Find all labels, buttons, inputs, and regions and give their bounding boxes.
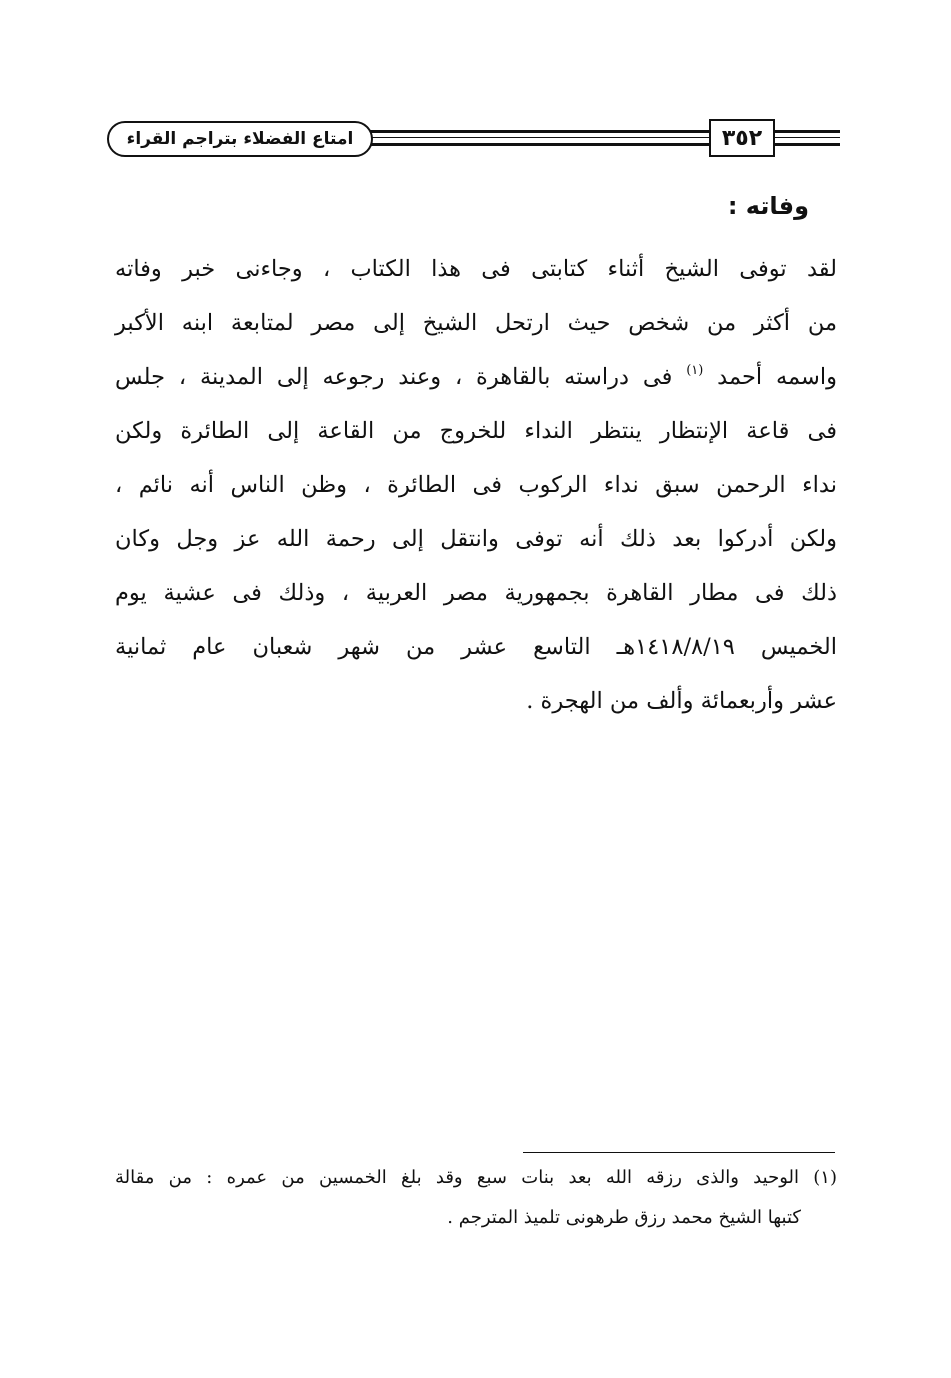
body-paragraph [115, 242, 837, 728]
text-line: لقد توفى الشيخ أثناء كتابتى فى هذا الكتاب ، وجاءنى خبر وفاته [115, 256, 837, 282]
text-line: فى قاعة الإنتظار ينتظر النداء للخروج من القاعة إلى الطائرة ولكن [115, 418, 837, 444]
footnote-line: (١) الوحيد والذى رزقه الله بعد بنات سبع وقد بلغ الخمسين من عمره : من مقالة [115, 1167, 837, 1188]
text-line: نداء الرحمن سبق نداء الركوب فى الطائرة ، وظن الناس أنه نائم ، [115, 472, 837, 498]
footnote [115, 1158, 837, 1238]
text-line [115, 350, 837, 404]
footnote-reference: (١) [686, 363, 704, 378]
text-line: الخميس ١٤١٨/٨/١٩هـ التاسع عشر من شهر شعبان عام ثمانية [115, 634, 837, 660]
text-line: ولكن أدركوا بعد ذلك أنه توفى وانتقل إلى رحمة الله عز وجل وكان [115, 526, 837, 552]
text-segment: فى دراسته بالقاهرة ، وعند رجوعه إلى المدينة ، جلس [115, 364, 673, 390]
page-number: ٣٥٢ [709, 119, 775, 157]
text-line: عشر وأربعمائة وألف من الهجرة . [526, 688, 837, 714]
text-segment: واسمه أحمد [717, 364, 838, 390]
text-line: ذلك فى مطار القاهرة بجمهورية مصر العربية ، وذلك فى عشية يوم [115, 580, 837, 606]
running-title: امتاع الفضلاء بتراجم القراء [107, 121, 373, 157]
footnote-divider [523, 1152, 835, 1153]
section-heading: وفاته : [727, 192, 809, 220]
text-line: من أكثر من شخص حيث ارتحل الشيخ إلى مصر لمتابعة ابنه الأكبر [115, 310, 837, 336]
footnote-line: كتبها الشيخ محمد رزق طرهونى تلميذ المترجم . [447, 1207, 801, 1228]
page-header [105, 118, 840, 158]
